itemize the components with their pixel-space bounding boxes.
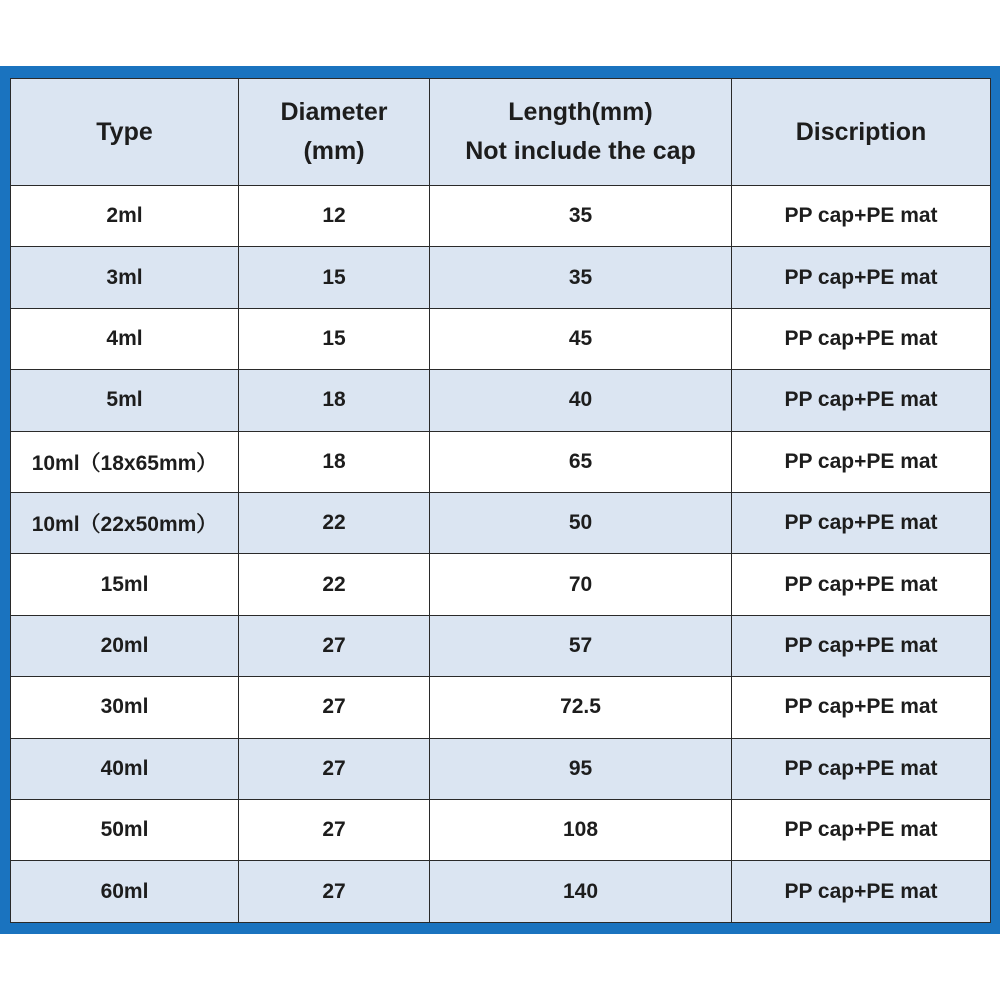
cell-description: PP cap+PE mat [732,738,991,799]
cell-diameter: 15 [239,247,430,308]
cell-type: 15ml [11,554,239,615]
table-row [11,677,991,738]
cell-length: 65 [430,431,732,492]
cell-diameter: 27 [239,615,430,676]
table-row [11,554,991,615]
header-description-label: Discription [795,117,927,146]
header-length-line2: Not include the cap [465,137,696,165]
cell-type: 10ml（22x50mm） [11,493,239,554]
table-row [11,615,991,676]
cell-length: 70 [430,554,732,615]
cell-diameter: 18 [239,370,430,431]
table-row [11,738,991,799]
cell-type: 40ml [11,738,239,799]
header-length-line1: Length(mm) [508,98,653,127]
cell-type: 30ml [11,677,239,738]
table-frame [0,66,1000,934]
header-diameter-line1: Diameter [280,98,388,127]
table-body [11,186,991,923]
header-type [11,79,239,186]
cell-length: 35 [430,247,732,308]
cell-type: 5ml [11,370,239,431]
table-row [11,861,991,923]
cell-diameter: 22 [239,493,430,554]
table-row [11,431,991,492]
table-row [11,370,991,431]
cell-length: 45 [430,308,732,369]
cell-type: 50ml [11,800,239,861]
cell-length: 108 [430,800,732,861]
cell-type: 2ml [11,186,239,247]
cell-length: 72.5 [430,677,732,738]
cell-description: PP cap+PE mat [732,615,991,676]
cell-diameter: 27 [239,800,430,861]
cell-description: PP cap+PE mat [732,677,991,738]
table-row [11,186,991,247]
table-row [11,800,991,861]
cell-length: 50 [430,493,732,554]
cell-description: PP cap+PE mat [732,800,991,861]
cell-description: PP cap+PE mat [732,247,991,308]
cell-diameter: 15 [239,308,430,369]
header-row [11,79,991,186]
cell-type: 20ml [11,615,239,676]
cell-type: 60ml [11,861,239,923]
cell-length: 40 [430,370,732,431]
cell-description: PP cap+PE mat [732,554,991,615]
cell-length: 35 [430,186,732,247]
cell-description: PP cap+PE mat [732,370,991,431]
header-diameter [239,79,430,186]
cell-length: 57 [430,615,732,676]
cell-description: PP cap+PE mat [732,431,991,492]
table-row [11,493,991,554]
cell-diameter: 22 [239,554,430,615]
cell-length: 140 [430,861,732,923]
cell-diameter: 27 [239,861,430,923]
cell-description: PP cap+PE mat [732,308,991,369]
cell-type: 10ml（18x65mm） [11,431,239,492]
cell-diameter: 27 [239,738,430,799]
cell-description: PP cap+PE mat [732,493,991,554]
header-description [732,79,991,186]
spec-table [10,78,991,923]
cell-length: 95 [430,738,732,799]
cell-type: 3ml [11,247,239,308]
cell-description: PP cap+PE mat [732,186,991,247]
cell-diameter: 27 [239,677,430,738]
header-length [430,79,732,186]
table-row [11,247,991,308]
cell-type: 4ml [11,308,239,369]
cell-diameter: 18 [239,431,430,492]
header-diameter-line2: (mm) [303,137,365,165]
cell-description: PP cap+PE mat [732,861,991,923]
cell-diameter: 12 [239,186,430,247]
header-type-label: Type [96,117,153,146]
table-row [11,308,991,369]
